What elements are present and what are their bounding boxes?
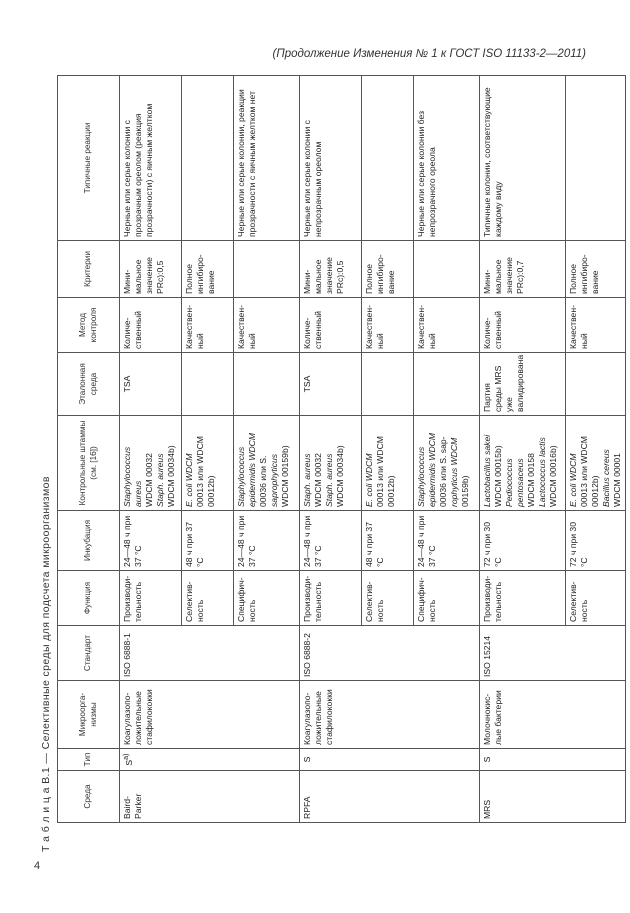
reference-medium-cell [182, 353, 234, 416]
reference-medium-cell: TSA [120, 353, 182, 416]
strain-line: Staphylococcus aureus [122, 446, 143, 507]
type-cell [120, 749, 300, 771]
reactions-cell: Черные или серые колонии с прозрачным ореолом (реакция прозрачности) с яичным желтком [120, 76, 182, 241]
method-cell: Качествен-ный [362, 298, 414, 353]
col-header: Микроорга-низмы [58, 681, 120, 749]
standard-cell: ISO 15214 [480, 626, 626, 681]
strain-line: Lactobacillus sakei [482, 434, 492, 507]
reference-medium-cell: TSA [300, 353, 362, 416]
organisms-cell: Молочнокис-лые бактерии [480, 681, 626, 749]
strain-line: WDCM 00032 [144, 453, 154, 507]
col-header: Среда [58, 771, 120, 823]
method-cell: Качествен-ный [182, 298, 234, 353]
col-header: Типичные реакции [58, 76, 120, 241]
table-header-row [58, 76, 120, 823]
type-cell: S [300, 749, 480, 771]
reactions-cell: Черные или серые колонии без непрозрачного ореола [414, 76, 480, 241]
method-cell: Количе-ственный [480, 298, 566, 353]
reference-medium-cell [414, 353, 480, 416]
incubation-cell: 48 ч при 37 °C [362, 511, 414, 571]
reference-medium-cell [566, 353, 626, 416]
criteria-cell: Полное ингибиро-вание [566, 241, 626, 298]
criteria-cell [234, 241, 300, 298]
function-cell: Специфич-ность [234, 571, 300, 626]
organisms-cell: Коагулазопо-ложительные стафилококки [300, 681, 480, 749]
reactions-cell: Типичные колонии, соответствующие каждому виду [480, 76, 566, 241]
strains-cell [566, 416, 626, 511]
col-header: Эталонная среда [58, 353, 120, 416]
function-cell: Селектив-ность [182, 571, 234, 626]
col-header: Инкубация [58, 511, 120, 571]
organisms-cell: Коагулазопо-ложительные стафилококки [120, 681, 300, 749]
method-cell: Количе-ственный [120, 298, 182, 353]
strains-cell [414, 416, 480, 511]
medium-cell: MRS [480, 771, 626, 823]
incubation-cell: 72 ч при 30 °C [566, 511, 626, 571]
medium-cell: RPFA [300, 771, 480, 823]
criteria-cell: Полное ингибиро-вание [182, 241, 234, 298]
strain-line: saprophyticus [269, 453, 279, 507]
criteria-cell [414, 241, 480, 298]
running-header: (Продолжение Изменения № 1 к ГОСТ ISO 11133-2—2011) [272, 48, 586, 60]
method-cell: Количе-ственный [300, 298, 362, 353]
method-cell: Качествен-ный [414, 298, 480, 353]
reactions-cell [362, 76, 414, 241]
strain-line: WDCM 00015b) [493, 445, 503, 507]
strain-line: 00036 или S. sap- [438, 436, 448, 507]
strain-line: WDCM 00158 [526, 453, 536, 507]
strain-line: Staphylococcus [416, 446, 426, 507]
strain-line: E. coli WDCM [364, 453, 374, 507]
incubation-cell: 24—48 ч при 37 °C [414, 511, 480, 571]
incubation-cell: 72 ч при 30 °C [480, 511, 566, 571]
type-footnote: a) [122, 753, 130, 760]
reactions-cell: Черные или серые колонии, реакции прозрачности с яичным желтком нет [234, 76, 300, 241]
strains-cell [182, 416, 234, 511]
strain-line: epidermidis WDCM [427, 432, 437, 507]
reactions-cell [566, 76, 626, 241]
strain-line: Staph. aureus [302, 453, 312, 507]
type-cell: S [480, 749, 626, 771]
strain-line: E. coli WDCM [568, 453, 578, 507]
standard-cell: ISO 6888-2 [300, 626, 480, 681]
strain-line: WDCM 00034b) [335, 445, 345, 507]
function-cell: Специфич-ность [414, 571, 480, 626]
function-cell: Производи-тельность [480, 571, 566, 626]
function-cell: Селектив-ность [362, 571, 414, 626]
col-header: Критерии [58, 241, 120, 298]
strains-cell [362, 416, 414, 511]
strain-line: WDCM 00032 [313, 453, 323, 507]
medium-cell: Baird-Parker [120, 771, 300, 823]
criteria-cell: Полное ингибиро-вание [362, 241, 414, 298]
strains-cell [480, 416, 566, 511]
table-body [120, 76, 626, 823]
table-caption: Т а б л и ц а В.1 — Селективные среды для подсчета микроорганизмов [40, 476, 52, 852]
col-header: Тип [58, 749, 120, 771]
reference-medium-cell: Партия среды MRS уже валидирована [480, 353, 566, 416]
strain-line: 00012b) [386, 475, 396, 507]
strains-cell [120, 416, 182, 511]
strain-line: E. coli WDCM [184, 453, 194, 507]
strain-line: Lactococcus lactis [537, 437, 547, 507]
function-cell: Селектив-ность [566, 571, 626, 626]
reactions-cell [182, 76, 234, 241]
strain-line: 00013 или WDCM [579, 436, 589, 507]
reference-medium-cell [362, 353, 414, 416]
strain-line: WDCM 00159b) [280, 445, 290, 507]
table-row [300, 76, 362, 823]
strain-line: 00012b) [590, 475, 600, 507]
table-row [120, 76, 182, 823]
function-cell: Производи-тельность [300, 571, 362, 626]
criteria-cell: Мини-мальное значение PRc):0,5 [120, 241, 182, 298]
reactions-cell: Черные или серые колонии с непрозрачным ореолом [300, 76, 362, 241]
col-header: Стандарт [58, 626, 120, 681]
media-table [57, 75, 626, 823]
type-value: S [123, 759, 134, 766]
strain-line: 00013 или WDCM [375, 436, 385, 507]
col-header: Метод контроля [58, 298, 120, 353]
method-cell: Качествен-ный [234, 298, 300, 353]
strain-line: WDCM 00034b) [166, 445, 176, 507]
reference-medium-cell [234, 353, 300, 416]
col-header: Контрольные штаммы (см. [16]) [58, 416, 120, 511]
table-container [57, 76, 622, 823]
strain-line: 00159b) [460, 475, 470, 507]
strains-cell [300, 416, 362, 511]
strain-line: pentosaceus [515, 458, 525, 507]
strain-line: epidermidis WDCM [247, 432, 257, 507]
incubation-cell: 24—48 ч при 37 °C [120, 511, 182, 571]
strain-line: Staph. aureus [155, 453, 165, 507]
function-cell: Производи-тельность [120, 571, 182, 626]
strain-line: 00012b) [206, 475, 216, 507]
page-number: 4 [34, 860, 41, 872]
incubation-cell: 24—48 ч при 37 °C [234, 511, 300, 571]
strain-line: WDCM 00001 [612, 453, 622, 507]
standard-cell: ISO 6888-1 [120, 626, 300, 681]
strain-line: Staphylococcus [236, 446, 246, 507]
strain-line: WDCM 00016b) [548, 445, 558, 507]
strain-line: Pediococcus [504, 458, 514, 507]
table-row [480, 76, 566, 823]
strain-line: Bacillus cereus [601, 449, 611, 507]
incubation-cell: 24—48 ч при 37 °C [300, 511, 362, 571]
strains-cell [234, 416, 300, 511]
criteria-cell: Мини-мальное значение PRc):0,5 [300, 241, 362, 298]
col-header: Функция [58, 571, 120, 626]
strain-line: Staph. aureus [324, 453, 334, 507]
rotated-table-frame [57, 76, 622, 823]
criteria-cell: Мини-мальное значение PRc):0,7 [480, 241, 566, 298]
strain-line: 00013 или WDCM [195, 436, 205, 507]
method-cell: Качествен-ный [566, 298, 626, 353]
strain-line: rophyticus WDCM [449, 437, 459, 507]
strain-line: 00036 или S. [258, 455, 268, 507]
incubation-cell: 48 ч при 37 °C [182, 511, 234, 571]
